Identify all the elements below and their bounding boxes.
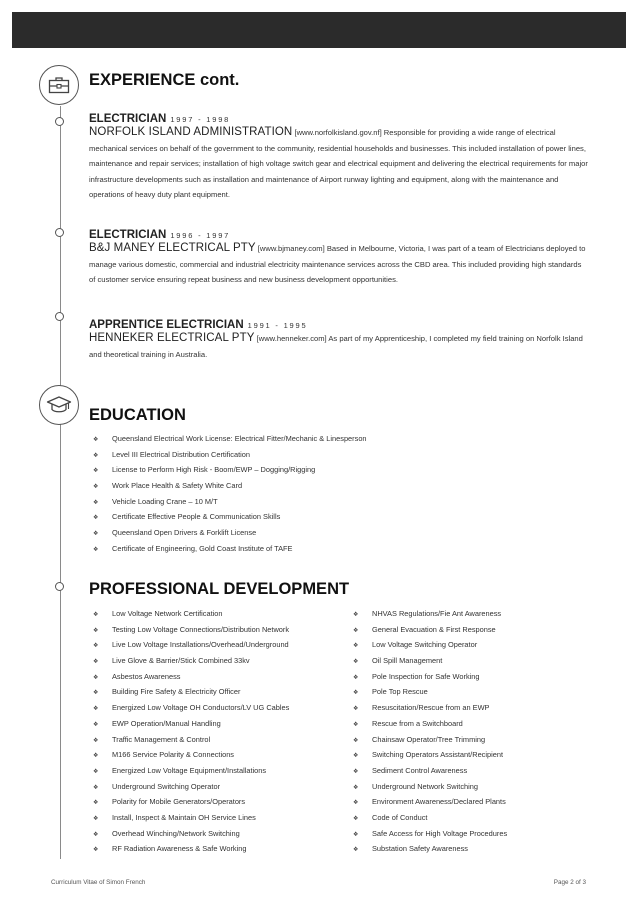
list-item-text: Code of Conduct xyxy=(372,812,428,822)
professional-development-list-right xyxy=(353,606,507,857)
graduation-cap-icon xyxy=(46,395,72,415)
list-item xyxy=(353,794,507,810)
job-description: [www.bjmaney.com] Based in Melbourne, Victoria, I was part of a team of Electricians deployed to manage various domestic, commercial and industrial electricity maintenance services across the CBD area. This included providing high standards of customer service ensuring repeat business and new business development opportunities. xyxy=(89,244,586,285)
list-item-text: Testing Low Voltage Connections/Distribution Network xyxy=(112,624,290,634)
bullet-icon: ❖ xyxy=(93,784,99,791)
list-item xyxy=(93,700,289,716)
bullet-icon: ❖ xyxy=(93,531,99,538)
bullet-icon: ❖ xyxy=(93,437,99,443)
job-dates: 1997 - 1998 xyxy=(170,115,231,124)
list-item xyxy=(353,841,507,857)
job-entry xyxy=(89,229,589,288)
list-item-text: Underground Network Switching xyxy=(372,781,478,791)
list-item-text: Sediment Control Awareness xyxy=(372,765,468,775)
bullet-icon: ❖ xyxy=(93,643,99,650)
bullet-icon: ❖ xyxy=(93,800,99,807)
job-entry xyxy=(89,319,589,362)
bullet-icon: ❖ xyxy=(93,659,99,666)
list-item xyxy=(353,810,507,826)
bullet-icon: ❖ xyxy=(93,690,99,697)
list-item-text: Queensland Electrical Work License: Electrical Fitter/Mechanic & Linesperson xyxy=(112,434,367,443)
education-title: EDUCATION xyxy=(89,406,186,424)
bullet-icon: ❖ xyxy=(353,643,359,650)
job-company: NORFOLK ISLAND ADMINISTRATION xyxy=(89,126,293,138)
list-item xyxy=(353,732,507,748)
list-item-text: Live Glove & Barrier/Stick Combined 33kv xyxy=(112,656,250,666)
timeline-line xyxy=(60,106,61,859)
list-item xyxy=(93,478,367,494)
list-item xyxy=(353,763,507,779)
list-item xyxy=(93,841,289,857)
job-role: ELECTRICIAN xyxy=(89,229,167,241)
bullet-icon: ❖ xyxy=(353,815,359,822)
bullet-icon: ❖ xyxy=(353,721,359,728)
list-item-text: Resuscitation/Rescue from an EWP xyxy=(372,703,490,713)
bullet-icon: ❖ xyxy=(353,737,359,744)
list-item xyxy=(93,606,289,622)
bullet-icon: ❖ xyxy=(353,831,359,838)
bullet-icon: ❖ xyxy=(93,768,99,775)
professional-development-list-left xyxy=(93,606,289,857)
list-item-text: Safe Access for High Voltage Procedures xyxy=(372,828,508,838)
timeline-node xyxy=(55,117,64,126)
list-item-text: Oil Spill Management xyxy=(372,656,443,666)
bullet-icon: ❖ xyxy=(353,659,359,666)
list-item xyxy=(353,700,507,716)
job-role: APPRENTICE ELECTRICIAN xyxy=(89,319,244,331)
list-item xyxy=(93,747,289,763)
job-description-block xyxy=(89,125,589,203)
bullet-icon: ❖ xyxy=(93,831,99,838)
job-title xyxy=(89,113,589,125)
list-item-text: Energized Low Voltage OH Conductors/LV UG Cables xyxy=(112,703,290,713)
list-item-text: RF Radiation Awareness & Safe Working xyxy=(112,844,247,854)
list-item-text: Traffic Management & Control xyxy=(112,734,211,744)
list-item xyxy=(93,509,367,525)
list-item-text: Overhead Winching/Network Switching xyxy=(112,828,240,838)
list-item-text: EWP Operation/Manual Handling xyxy=(112,718,221,728)
timeline-node xyxy=(55,582,64,591)
header-bar xyxy=(12,12,626,48)
list-item-text: NHVAS Regulations/Fie Ant Awareness xyxy=(372,609,502,618)
list-item-text: Vehicle Loading Crane – 10 M/T xyxy=(112,496,218,506)
list-item-text: Live Low Voltage Installations/Overhead/Underground xyxy=(112,640,289,650)
bullet-icon: ❖ xyxy=(93,721,99,728)
bullet-icon: ❖ xyxy=(93,706,99,713)
bullet-icon: ❖ xyxy=(93,515,99,522)
list-item-text: Queensland Open Drivers & Forklift License xyxy=(112,528,257,538)
list-item xyxy=(93,637,289,653)
list-item xyxy=(93,462,367,478)
list-item-text: Underground Switching Operator xyxy=(112,781,221,791)
job-title xyxy=(89,229,589,241)
bullet-icon: ❖ xyxy=(353,768,359,775)
list-item xyxy=(93,794,289,810)
list-item xyxy=(93,669,289,685)
bullet-icon: ❖ xyxy=(353,800,359,807)
job-title xyxy=(89,319,589,331)
list-item-text: Level III Electrical Distribution Certification xyxy=(112,449,251,459)
list-item-text: General Evacuation & First Response xyxy=(372,624,496,634)
bullet-icon: ❖ xyxy=(353,674,359,681)
bullet-icon: ❖ xyxy=(93,753,99,760)
briefcase-icon xyxy=(48,76,70,94)
bullet-icon: ❖ xyxy=(353,627,359,634)
list-item-text: Energized Low Voltage Equipment/Installations xyxy=(112,765,267,775)
list-item xyxy=(353,669,507,685)
job-description-block xyxy=(89,241,589,288)
list-item-text: M166 Service Polarity & Connections xyxy=(112,750,235,760)
list-item-text: Environment Awareness/Declared Plants xyxy=(372,797,506,807)
bullet-icon: ❖ xyxy=(93,484,99,491)
bullet-icon: ❖ xyxy=(93,499,99,506)
list-item-text: Rescue from a Switchboard xyxy=(372,718,463,728)
list-item xyxy=(353,622,507,638)
job-description-block xyxy=(89,331,589,362)
experience-title: EXPERIENCE cont. xyxy=(89,71,240,89)
bullet-icon: ❖ xyxy=(93,468,99,475)
list-item xyxy=(93,431,367,447)
list-item xyxy=(353,779,507,795)
list-item xyxy=(93,732,289,748)
list-item xyxy=(93,763,289,779)
list-item xyxy=(93,810,289,826)
list-item xyxy=(353,653,507,669)
job-company: B&J MANEY ELECTRICAL PTY xyxy=(89,242,256,254)
list-item xyxy=(353,684,507,700)
list-item xyxy=(93,653,289,669)
education-section-icon xyxy=(39,385,79,425)
list-item xyxy=(93,684,289,700)
list-item-text: Pole Top Rescue xyxy=(372,687,428,697)
bullet-icon: ❖ xyxy=(353,690,359,697)
list-item xyxy=(93,541,367,557)
list-item xyxy=(353,606,507,622)
job-role: ELECTRICIAN xyxy=(89,113,167,125)
list-item xyxy=(93,525,367,541)
list-item-text: Certificate of Engineering, Gold Coast Institute of TAFE xyxy=(112,543,293,553)
list-item xyxy=(93,716,289,732)
job-dates: 1991 - 1995 xyxy=(247,321,308,330)
list-item-text: Building Fire Safety & Electricity Officer xyxy=(112,687,241,697)
bullet-icon: ❖ xyxy=(93,546,99,553)
bullet-icon: ❖ xyxy=(93,452,99,459)
list-item-text: Low Voltage Switching Operator xyxy=(372,640,478,650)
bullet-icon: ❖ xyxy=(353,753,359,760)
list-item xyxy=(93,494,367,510)
list-item xyxy=(93,826,289,842)
list-item-text: Install, Inspect & Maintain OH Service Lines xyxy=(112,812,256,822)
education-list xyxy=(93,431,367,557)
list-item-text: Certificate Effective People & Communication Skills xyxy=(112,512,281,522)
job-entry xyxy=(89,113,589,203)
list-item-text: Low Voltage Network Certification xyxy=(112,609,223,618)
bullet-icon: ❖ xyxy=(93,737,99,744)
job-dates: 1996 - 1997 xyxy=(170,231,231,240)
timeline-node xyxy=(55,228,64,237)
list-item xyxy=(93,447,367,463)
bullet-icon: ❖ xyxy=(353,612,359,618)
footer-document-name: Curriculum Vitae of Simon French xyxy=(51,879,146,886)
footer-page-number: Page 2 of 3 xyxy=(553,879,586,886)
job-description: [www.norfolkisland.gov.nf] Responsible for providing a wide range of electrical mechanical services on behalf of the government to the community, residential households and businesses. This included installation of power lines, maintenance and repair services; installation of high voltage switch gear and electrical equipment and delivering the electrical requirements for major infrastructure developments such as installation and maintenance of Airport runway lighting and equipment, along with the maintenance and operations of heavy duty plant equipment. xyxy=(89,128,588,200)
bullet-icon: ❖ xyxy=(353,784,359,791)
list-item xyxy=(353,637,507,653)
professional-development-title: PROFESSIONAL DEVELOPMENT xyxy=(89,580,350,598)
bullet-icon: ❖ xyxy=(93,674,99,681)
job-description: [www.henneker.com] As part of my Apprenticeship, I completed my field training on Norfolk Island and theoretical training in Australia. xyxy=(89,334,583,359)
bullet-icon: ❖ xyxy=(93,627,99,634)
list-item xyxy=(93,622,289,638)
list-item xyxy=(93,779,289,795)
bullet-icon: ❖ xyxy=(353,706,359,713)
list-item xyxy=(353,826,507,842)
list-item xyxy=(353,747,507,763)
list-item-text: Polarity for Mobile Generators/Operators xyxy=(112,797,246,807)
bullet-icon: ❖ xyxy=(93,847,99,854)
timeline-node xyxy=(55,312,64,321)
bullet-icon: ❖ xyxy=(93,612,99,618)
experience-section-icon xyxy=(39,65,79,105)
bullet-icon: ❖ xyxy=(353,847,359,854)
bullet-icon: ❖ xyxy=(93,815,99,822)
list-item-text: Switching Operators Assistant/Recipient xyxy=(372,750,504,760)
list-item xyxy=(353,716,507,732)
job-company: HENNEKER ELECTRICAL PTY xyxy=(89,332,255,344)
list-item-text: Work Place Health & Safety White Card xyxy=(112,481,243,491)
list-item-text: Asbestos Awareness xyxy=(112,671,181,681)
list-item-text: Substation Safety Awareness xyxy=(372,844,469,854)
list-item-text: Chainsaw Operator/Tree Trimming xyxy=(372,734,486,744)
list-item-text: Pole Inspection for Safe Working xyxy=(372,671,480,681)
list-item-text: License to Perform High Risk - Boom/EWP – Dogging/Rigging xyxy=(112,465,316,475)
